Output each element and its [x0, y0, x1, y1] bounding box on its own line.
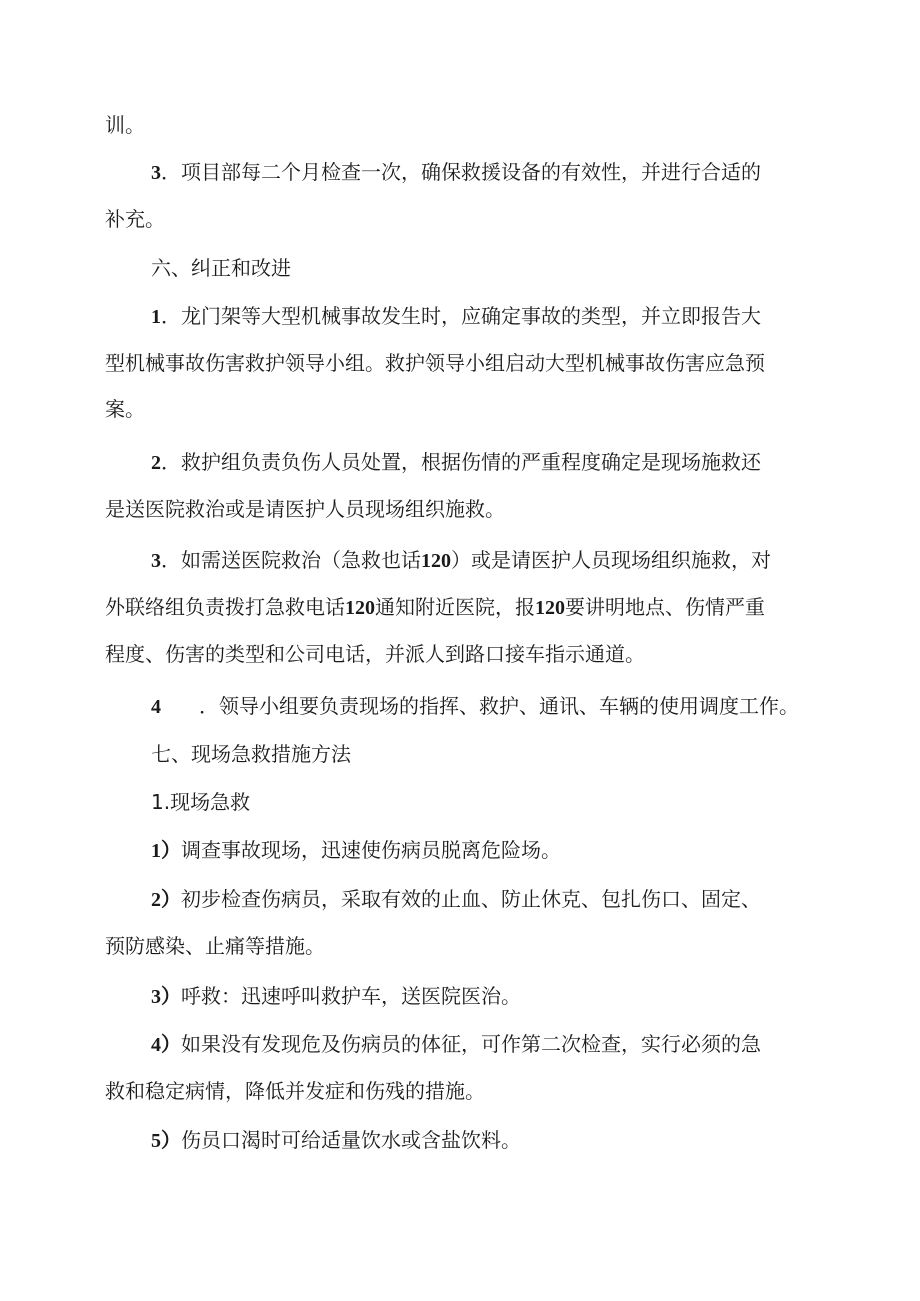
text-line: 训。: [105, 113, 145, 137]
item-number: 4: [151, 696, 161, 718]
text-line: [105, 827, 810, 874]
phone-number: 120: [535, 597, 565, 619]
text-line: [105, 149, 810, 196]
step-number: 2）: [151, 889, 181, 911]
paragraph-item-1-accident-report: [105, 293, 810, 432]
phone-number: 120: [345, 597, 375, 619]
text-fragment: 调查事故现场，迅速使伤病员脱离危险场。: [181, 838, 561, 862]
text-fragment: ．救护组负责负伤人员处置，根据伤情的严重程度确定是现场施救还: [161, 450, 761, 474]
text-line: [105, 293, 810, 340]
text-line: [105, 876, 810, 923]
step-number: 1）: [151, 840, 181, 862]
text-line: 预防感染、止痛等措施。: [105, 934, 325, 958]
text-line: 型机械事故伤害救护领导小组。救护领导小组启动大型机械事故伤害应急预: [105, 351, 765, 375]
heading-text: 六、纠正和改进: [151, 256, 291, 280]
paragraph-item-3-equipment-check: [105, 149, 810, 242]
text-fragment: ）或是请医护人员现场组织施救，对: [451, 548, 771, 572]
text-line: [105, 973, 810, 1020]
step-number: 4）: [151, 1034, 181, 1056]
text-fragment: ．项目部每二个月检查一次，确保救援设备的有效性，并进行合适的: [161, 160, 761, 184]
paragraph-item-3-hospital: [105, 537, 810, 677]
text-fragment: 初步检查伤病员，采取有效的止血、防止休克、包扎伤口、固定、: [181, 887, 761, 911]
item-number: 3: [151, 162, 161, 184]
text-line: [105, 537, 810, 584]
text-fragment: 通知附近医院，报: [375, 595, 535, 619]
text-line: 程度、伤害的类型和公司电话，并派人到路口接车指示通道。: [105, 642, 645, 666]
text-line: 补充。: [105, 207, 165, 231]
text-line: 救和稳定病情，降低并发症和伤残的措施。: [105, 1079, 485, 1103]
step-2: [105, 876, 810, 969]
item-number: 2: [151, 452, 161, 474]
section-heading-6: [105, 245, 810, 291]
step-number: 5）: [151, 1130, 181, 1152]
text-line: 是送医院救治或是请医护人员现场组织施救。: [105, 497, 505, 521]
subheading-text: 1.现场急救: [151, 790, 251, 814]
paragraph-item-4-leadership: [105, 683, 810, 730]
text-fragment: ．如需送医院救治（急救也话: [161, 548, 421, 572]
item-number: 1: [151, 306, 161, 328]
text-fragment: ．龙门架等大型机械事故发生时，应确定事故的类型，并立即报告大: [161, 304, 761, 328]
text-line: [105, 584, 810, 631]
step-5: [105, 1117, 810, 1164]
text-fragment: ．领导小组要负责现场的指挥、救护、通讯、车辆的使用调度工作。: [199, 694, 799, 718]
text-line: 案。: [105, 397, 145, 421]
text-fragment: 要讲明地点、伤情严重: [565, 595, 765, 619]
item-number: 3: [151, 550, 161, 572]
section-heading-7: [105, 731, 810, 777]
text-fragment: 外联络组负责拨打急救电话: [105, 595, 345, 619]
step-number: 3）: [151, 986, 181, 1008]
step-3: [105, 973, 810, 1020]
subheading-on-site-first-aid: [105, 779, 810, 825]
step-4: [105, 1021, 810, 1114]
text-fragment: 呼救：迅速呼叫救护车，送医院医治。: [181, 984, 521, 1008]
text-line: [105, 1117, 810, 1164]
text-fragment: 如果没有发现危及伤病员的体征，可作第二次检查，实行必须的急: [181, 1032, 761, 1056]
text-line: [105, 1021, 810, 1068]
heading-text: 七、现场急救措施方法: [151, 742, 351, 766]
paragraph-item-2-rescue-group: [105, 439, 810, 532]
text-line: [105, 683, 810, 730]
step-1: [105, 827, 810, 874]
phone-number: 120: [421, 550, 451, 572]
text-fragment: 伤员口渴时可给适量饮水或含盐饮料。: [181, 1128, 521, 1152]
text-line: [105, 439, 810, 486]
paragraph-continuation: [105, 102, 810, 148]
